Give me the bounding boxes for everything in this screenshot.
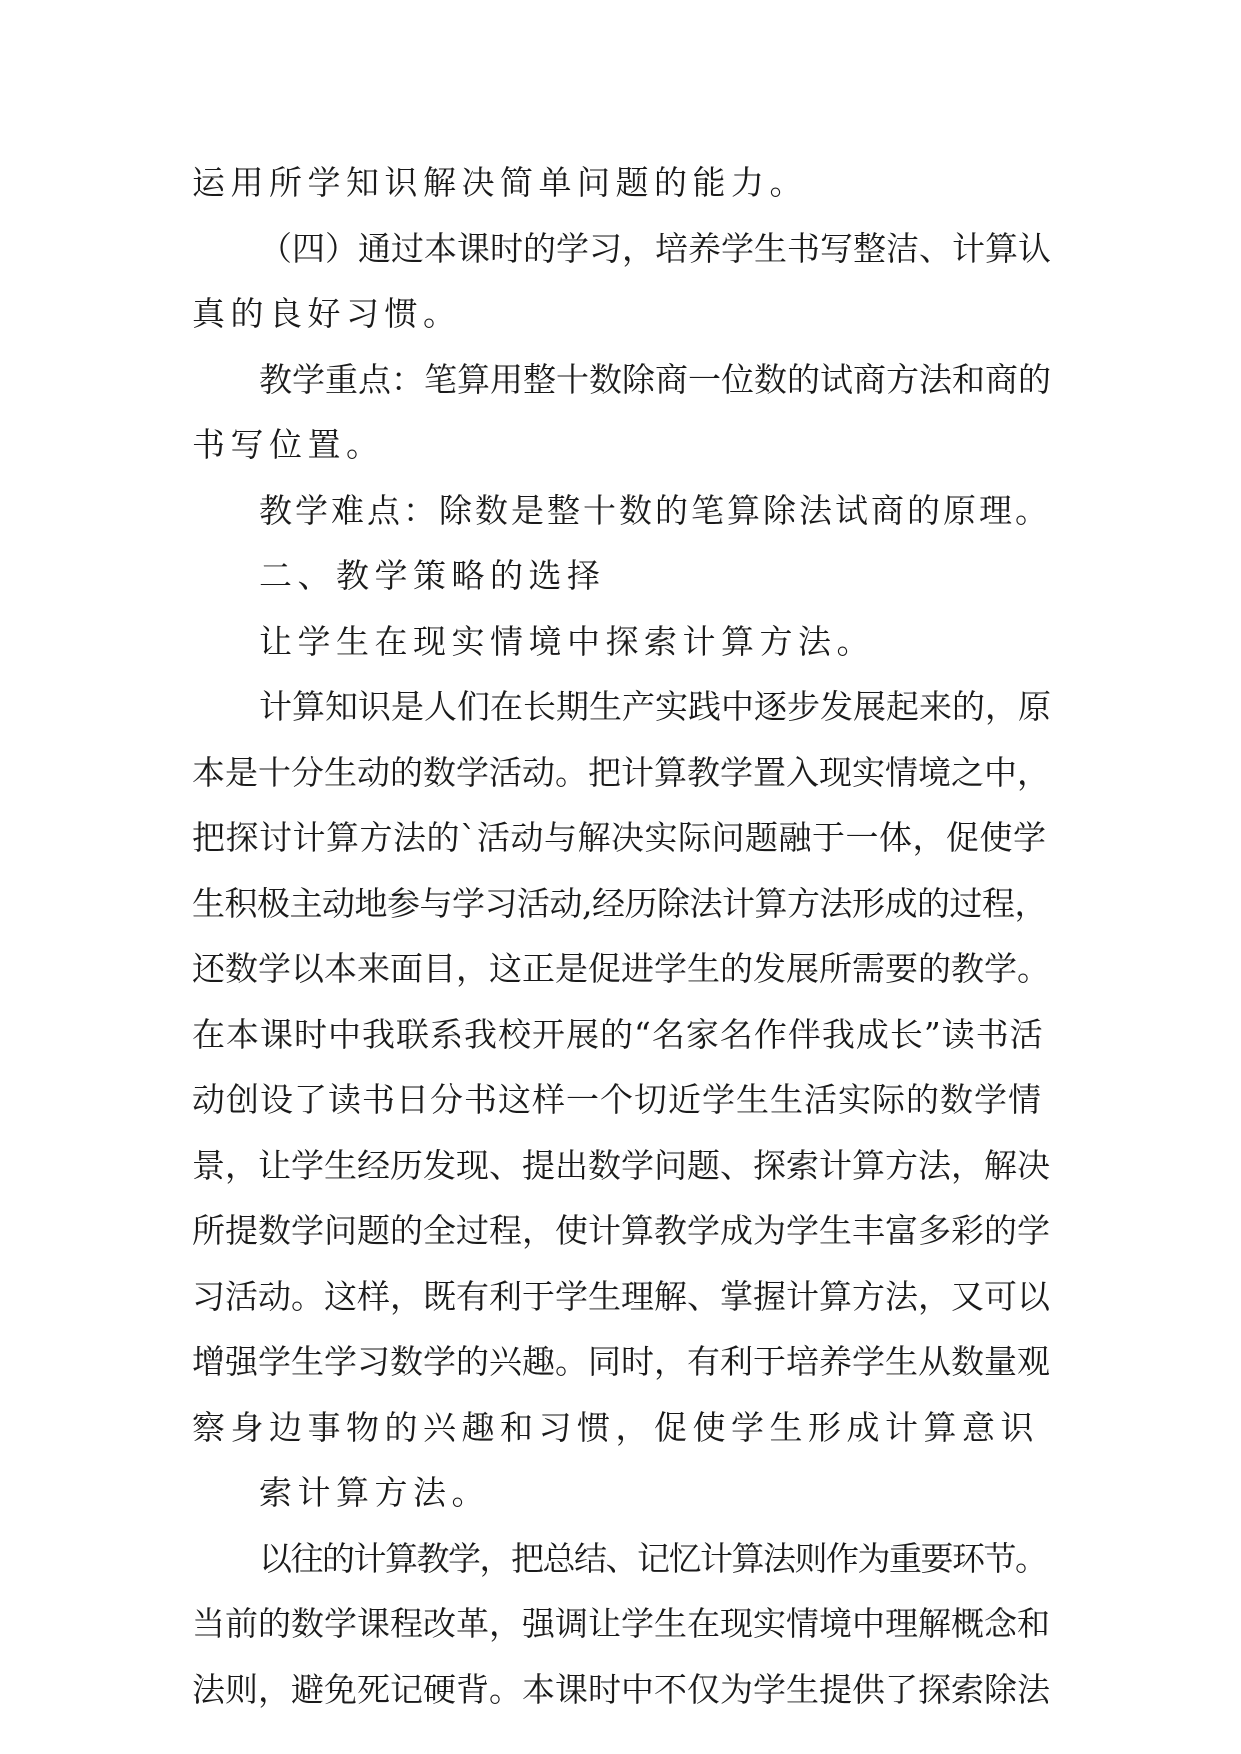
text-line: 生积极主动地参与学习活动,经历除法计算方法形成的过程， bbox=[192, 883, 1047, 923]
section-heading: 二、教学策略的选择 bbox=[259, 556, 606, 595]
text-line: 所提数学问题的全过程，使计算教学成为学生丰富多彩的学 bbox=[192, 1211, 1050, 1250]
text-line: 还数学以本来面目，这正是促进学生的发展所需要的教学。 bbox=[192, 949, 1050, 988]
text-line: 本是十分生动的数学活动。把计算教学置入现实情境之中， bbox=[192, 752, 1050, 792]
text-line: 真的良好习惯。 bbox=[192, 294, 462, 333]
text-line: 法则，避免死记硬背。本课时中不仅为学生提供了探索除法 bbox=[192, 1669, 1050, 1709]
text-line: 让学生在现实情境中探索计算方法。 bbox=[259, 621, 875, 661]
document-body bbox=[192, 150, 1052, 1722]
text-line: 动创设了读书日分书这样一个切近学生生活实际的数学情 bbox=[192, 1080, 1042, 1119]
text-line: 在本课时中我联系我校开展的“名家名作伴我成长”读书活 bbox=[192, 1014, 1044, 1054]
text-line: 运用所学知识解决简单问题的能力。 bbox=[192, 163, 808, 202]
text-line: 书写位置。 bbox=[192, 425, 385, 464]
text-line: 察身边事物的兴趣和习惯，促使学生形成计算意识 bbox=[192, 1407, 1039, 1447]
text-line: 教学难点：除数是整十数的笔算除法试商的原理。 bbox=[259, 490, 1051, 530]
text-line: 把探讨计算方法的`活动与解决实际问题融于一体，促使学 bbox=[192, 818, 1047, 857]
text-line: 景，让学生经历发现、提出数学问题、探索计算方法，解决 bbox=[192, 1145, 1050, 1185]
text-line: 增强学生学习数学的兴趣。同时，有利于培养学生从数量观 bbox=[192, 1342, 1050, 1381]
text-line: （四）通过本课时的学习，培养学生书写整洁、计算认 bbox=[259, 228, 1051, 268]
text-line: 计算知识是人们在长期生产实践中逐步发展起来的，原 bbox=[259, 687, 1051, 726]
text-line: 当前的数学课程改革，强调让学生在现实情境中理解概念和 bbox=[192, 1604, 1050, 1643]
text-line: 习活动。这样，既有利于学生理解、掌握计算方法，又可以 bbox=[192, 1276, 1050, 1316]
text-line: 以往的计算教学，把总结、记忆计算法则作为重要环节。 bbox=[259, 1538, 1047, 1578]
text-line: 教学重点：笔算用整十数除商一位数的试商方法和商的 bbox=[259, 359, 1051, 399]
text-line: 索计算方法。 bbox=[259, 1473, 490, 1512]
